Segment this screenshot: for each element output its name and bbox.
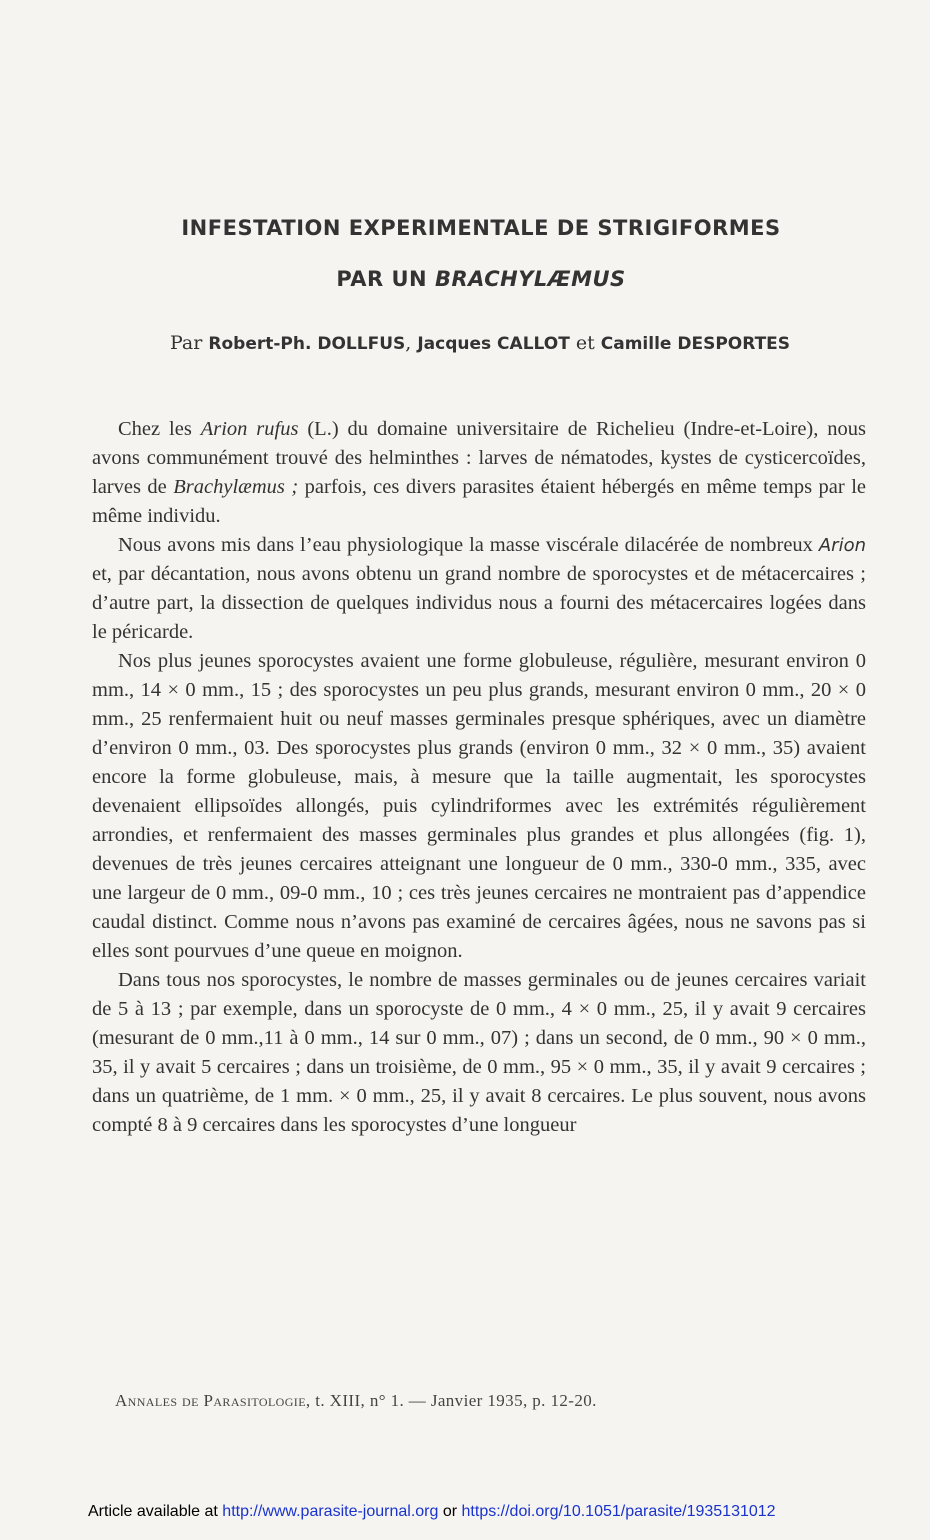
article-body [92, 415, 866, 1140]
doi-link[interactable]: https://doi.org/10.1051/parasite/1935131012 [461, 1503, 776, 1520]
author-line [0, 332, 930, 354]
p2-text-2: et, par décantation, nous avons obtenu un grand nombre de sporocystes et de métacercaires ; d’autre part, la dissection de quelques individus nous a fourni des métacercaires logées dans le péricarde. [92, 563, 866, 643]
title-prefix: PAR UN [336, 267, 435, 291]
author-sep: , [405, 332, 418, 354]
journal-name: Annales de Parasitologie, [115, 1391, 311, 1410]
p1-genus: Brachylæmus ; [173, 476, 299, 498]
journal-issue: t. XIII, n° 1. — Janvier 1935, p. 12-20. [310, 1391, 597, 1410]
title-genus: BRACHYLÆMUS [434, 267, 626, 291]
author-et: et [569, 332, 601, 354]
paragraph-4: Dans tous nos sporocystes, le nombre de masses germinales ou de jeunes cercaires variait de 5 à 13 ; par exemple, dans un sporocyste de 0 mm., 4 × 0 mm., 25, il y avait 9 cercaires (mesurant de 0 mm.,11 à 0 mm., 14 sur 0 mm., 07) ; dans un second, de 0 mm., 90 × 0 mm., 35, il y avait 5 cercaires ; dans un troisième, de 0 mm., 95 × 0 mm., 35, il y avait 9 cercaires ; dans un quatrième, de 1 mm. × 0 mm., 25, il y avait 8 cercaires. Le plus souvent, nous avons compté 8 à 9 cercaires dans les sporocystes d’une longueur [92, 969, 866, 1136]
paragraph-3: Nos plus jeunes sporocystes avaient une forme globuleuse, régulière, mesurant environ 0 mm., 14 × 0 mm., 15 ; des sporocystes un peu plus grands, mesurant environ 0 mm., 20 × 0 mm., 25 renfermaient huit ou neuf masses germinales presque sphériques, avec un diamètre d’environ 0 mm., 03. Des sporocystes plus grands (environ 0 mm., 32 × 0 mm., 35) avaient encore la forme globuleuse, mais, à mesure que la taille augmentait, les sporocystes devenaient ellipsoïdes allongés, puis cylindriformes avec les extrémités régulièrement arrondies, et renfermaient des masses germinales plus grandes et plus allongées (fig. 1), devenues de très jeunes cercaires atteignant une longueur de 0 mm., 330-0 mm., 335, avec une largeur de 0 mm., 09-0 mm., 10 ; ces très jeunes cercaires ne montraient pas d’appendice caudal distinct. Comme nous n’avons pas examiné de cercaires âgées, nous ne savons pas si elles sont pourvues d’une queue en moignon. [92, 650, 866, 962]
p1-text-3: parfois, ces divers parasites étaient hébergés en même temps par le même individu. [92, 476, 866, 527]
p2-text-1: Nous avons mis dans l’eau physiologique la masse viscérale dilacérée de nombreux [118, 534, 819, 556]
journal-link[interactable]: http://www.parasite-journal.org [222, 1503, 439, 1520]
footer-prefix: Article available at [88, 1503, 223, 1520]
p1-text-1: Chez les [118, 418, 201, 440]
paragraph-1 [92, 415, 866, 531]
availability-footer [88, 1503, 776, 1521]
p2-genus: Arion [818, 535, 866, 556]
footer-or: or [438, 1503, 462, 1520]
p1-text-2: (L.) du domaine universitaire de Richelieu (Indre-et-Loire), nous avons communément trouvé des helminthes : larves de nématodes, kystes de cysticercoïdes, larves de [92, 418, 866, 498]
author-callot: Jacques CALLOT [417, 334, 570, 354]
article-title-line2 [16, 267, 930, 291]
journal-reference [115, 1391, 597, 1411]
author-par: Par [169, 332, 209, 354]
article-title-line1: INFESTATION EXPERIMENTALE DE STRIGIFORMES [181, 216, 781, 240]
paragraph-2 [92, 531, 866, 647]
author-desportes: Camille DESPORTES [600, 334, 791, 354]
author-dollfus: Robert-Ph. DOLLFUS [208, 334, 406, 354]
p1-species: Arion rufus [200, 418, 299, 440]
